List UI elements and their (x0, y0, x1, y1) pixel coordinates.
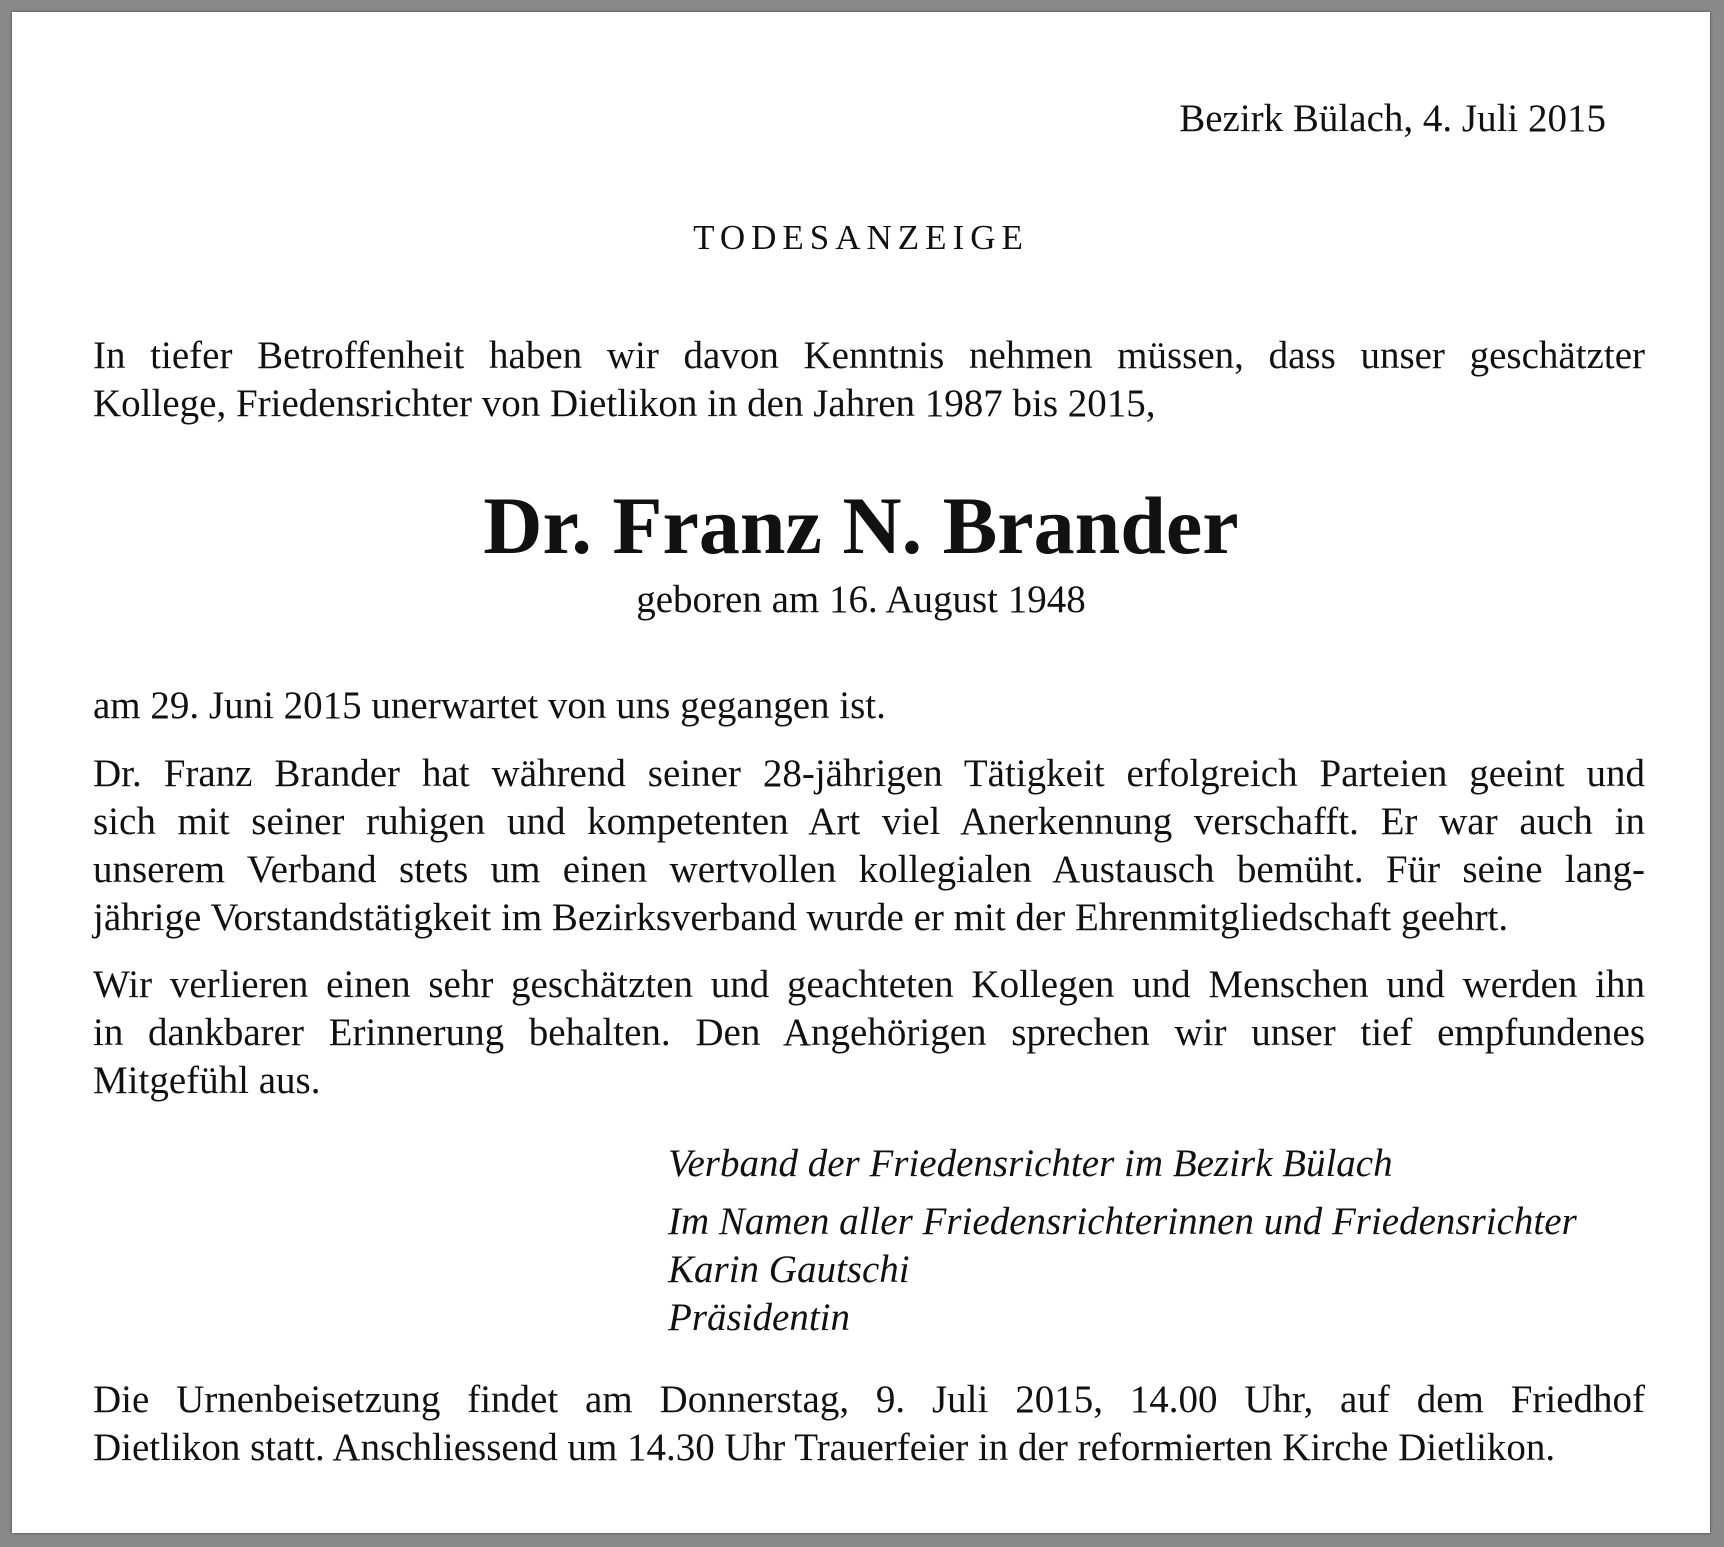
signature-title: Präsidentin (668, 1296, 850, 1339)
funeral-paragraph (93, 1376, 1645, 1472)
funeral-line: Die Urnenbeisetzung findet am Donnerstag, 9. Juli 2015, 14.00 Uhr, auf dem Friedhof (93, 1378, 1645, 1421)
condolence-line: Mitgefühl aus. (93, 1059, 321, 1102)
signature-person: Karin Gautschi (668, 1248, 910, 1291)
notice-page (12, 12, 1710, 1533)
signature-organization: Verband der Friedensrichter im Bezirk Bülach (668, 1142, 1393, 1185)
tribute-line: jährige Vorstandstätigkeit im Bezirksverband wurde er mit der Ehrenmitgliedschaft geehrt. (93, 896, 1509, 939)
intro-line: In tiefer Betroffenheit haben wir davon Kenntnis nehmen müssen, dass unser geschätzter (93, 334, 1645, 377)
tribute-paragraph (93, 750, 1645, 942)
signature-on-behalf: Im Namen aller Friedensrichterinnen und Friedensrichter (668, 1200, 1577, 1243)
condolence-line: Wir verlieren einen sehr geschätzten und geachteten Kollegen und Menschen und werden ihn (93, 963, 1645, 1006)
place-date: Bezirk Bülach, 4. Juli 2015 (1179, 97, 1606, 140)
intro-paragraph (93, 332, 1645, 428)
funeral-line: Dietlikon statt. Anschliessend um 14.30 Uhr Trauerfeier in der reformierten Kirche Dietlikon. (93, 1426, 1556, 1469)
intro-line: Kollege, Friedensrichter von Dietlikon in den Jahren 1987 bis 2015, (93, 382, 1156, 425)
signature-block (668, 1198, 1577, 1342)
birth-date: geboren am 16. August 1948 (636, 578, 1086, 621)
condolence-paragraph (93, 961, 1645, 1105)
notice-heading: TODESANZEIGE (693, 218, 1029, 257)
deceased-name: Dr. Franz N. Brander (483, 480, 1239, 571)
death-line: am 29. Juni 2015 unerwartet von uns gegangen ist. (93, 684, 886, 727)
tribute-line: unserem Verband stets um einen wertvollen kollegialen Austausch bemüht. Für seine lang- (93, 848, 1645, 891)
tribute-line: Dr. Franz Brander hat während seiner 28-jährigen Tätigkeit erfolgreich Parteien geeint und (93, 752, 1645, 795)
tribute-line: sich mit seiner ruhigen und kompetenten Art viel Anerkennung verschafft. Er war auch in (93, 800, 1645, 843)
condolence-line: in dankbarer Erinnerung behalten. Den Angehörigen sprechen wir unser tief empfundenes (93, 1011, 1645, 1054)
